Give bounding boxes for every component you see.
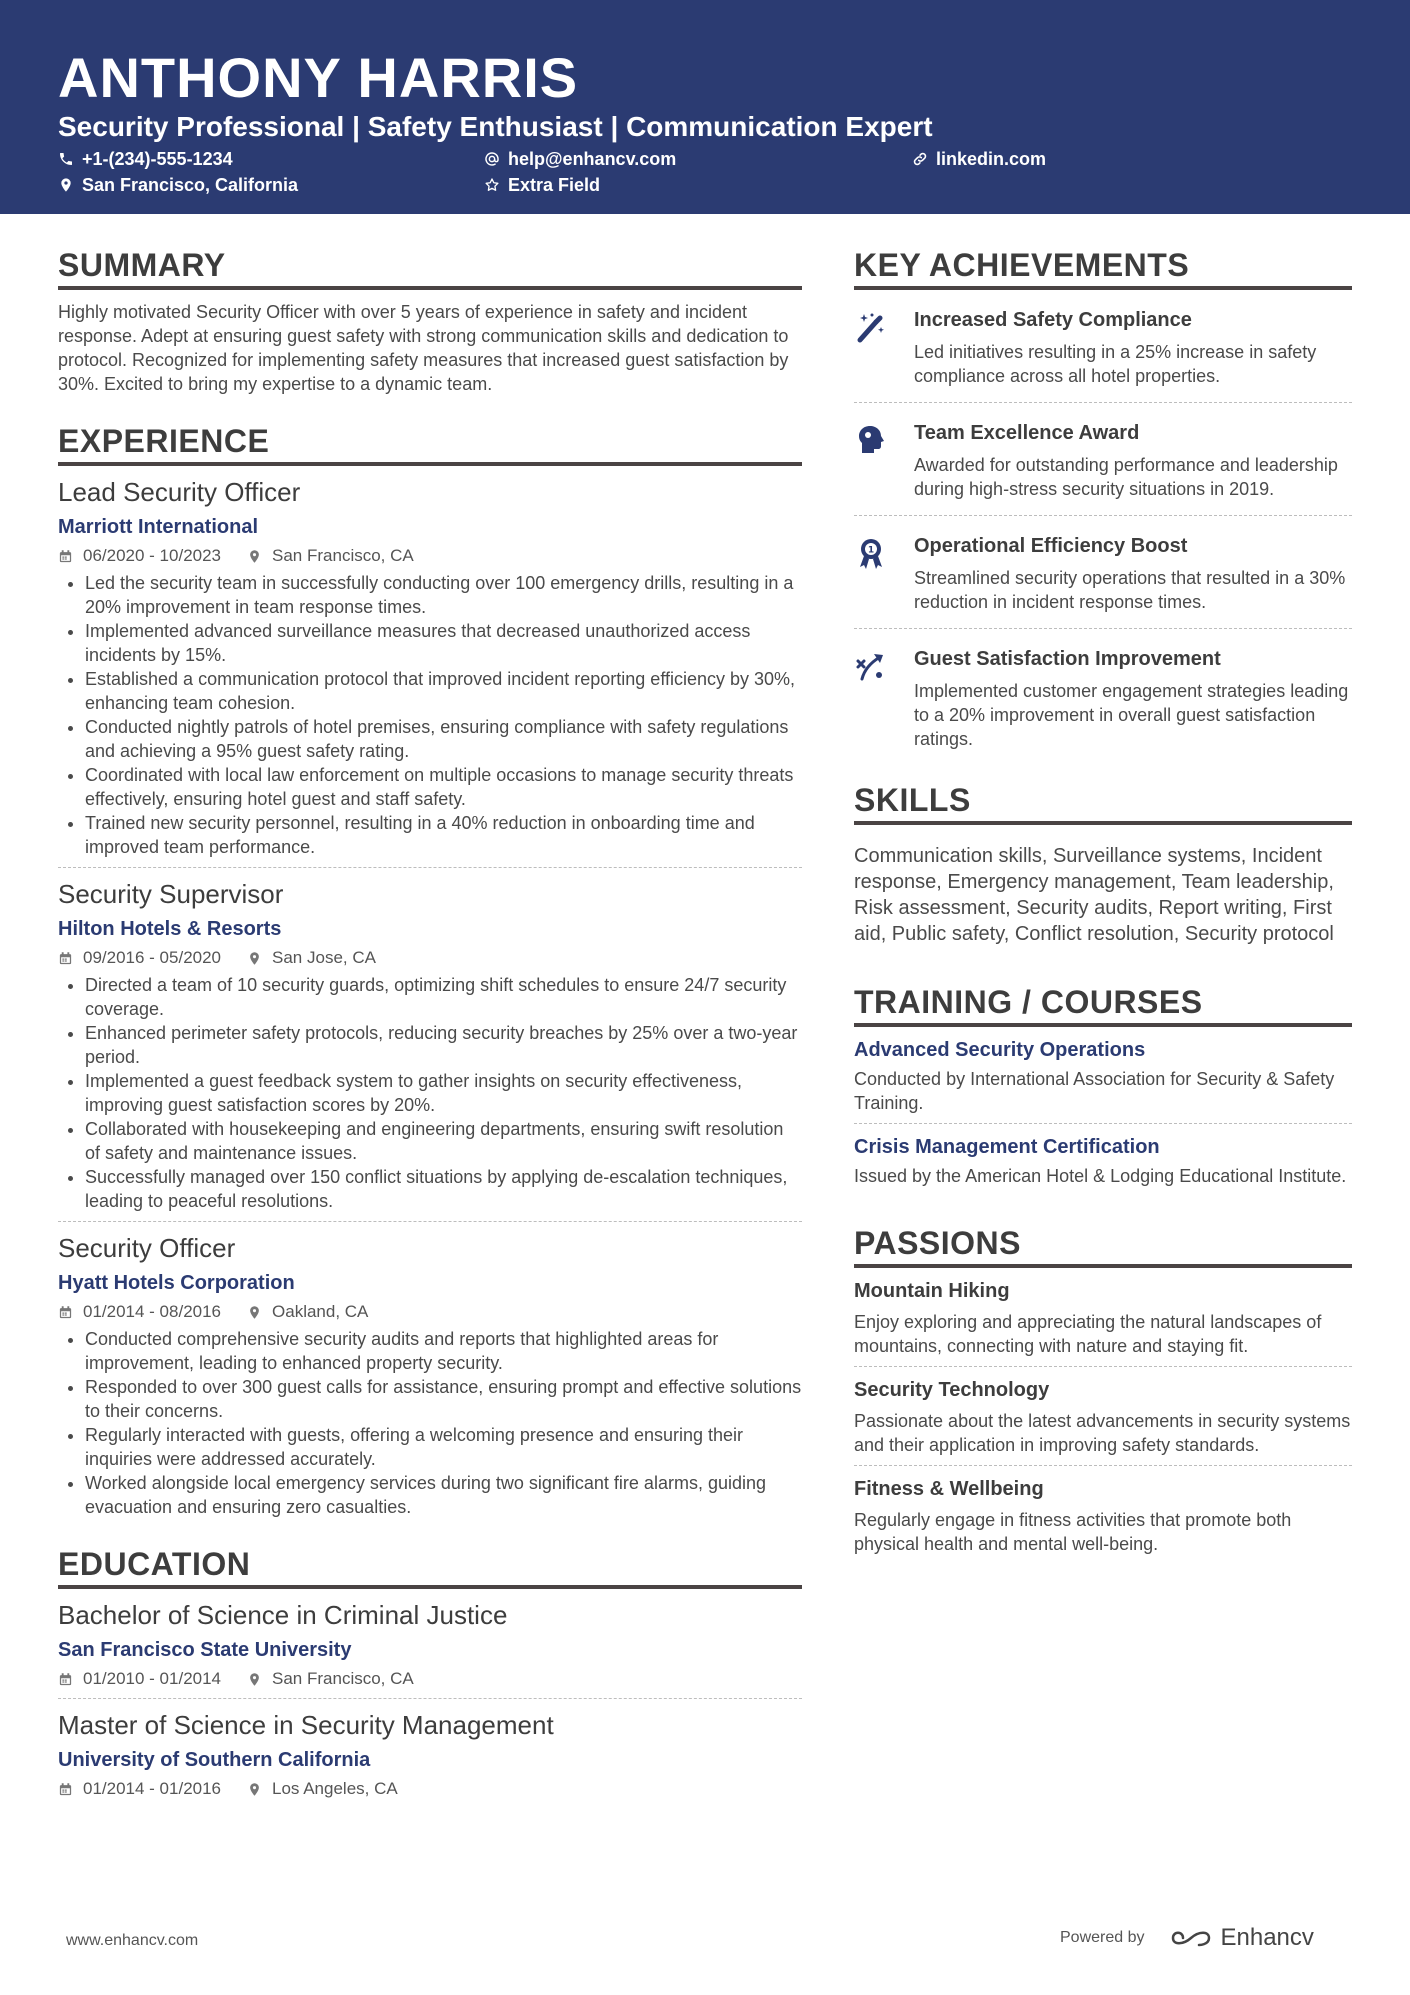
location-pin-icon <box>247 1782 262 1797</box>
course-item <box>854 1134 1352 1188</box>
passion-desc: Enjoy exploring and appreciating the natural landscapes of mountains, connecting with nature and staying fit. <box>854 1312 1322 1356</box>
star-icon <box>484 177 500 193</box>
job-location: San Jose, CA <box>272 948 376 967</box>
job-bullet: • Successfully managed over 150 conflict situations by applying de-escalation techniques, leading to peaceful resolutions. <box>85 1165 802 1213</box>
phone-text: +1-(234)-555-1234 <box>82 149 233 169</box>
at-icon <box>484 151 500 167</box>
achievement-item <box>854 639 1352 757</box>
job-bullet: • Worked alongside local emergency services during two significant fire alarms, guiding evacuation and ensuring zero casualties. <box>85 1471 802 1519</box>
location-text: San Francisco, California <box>82 175 299 195</box>
achievement-item <box>854 526 1352 620</box>
passion-title: Security Technology <box>854 1379 1050 1401</box>
contact-phone <box>58 148 233 170</box>
job-bullet: • Regularly interacted with guests, offering a welcoming presence and ensuring their inquiries were addressed accurately. <box>85 1423 802 1471</box>
school-name: San Francisco State University <box>58 1639 352 1661</box>
phone-icon <box>58 151 74 167</box>
enhancv-logo-icon <box>1169 1927 1213 1949</box>
brand-name: Enhancv <box>1220 1924 1314 1951</box>
job-company: Hilton Hotels & Resorts <box>58 918 282 940</box>
divider <box>854 515 1352 516</box>
training-section <box>854 983 1352 1188</box>
job-bullet: • Directed a team of 10 security guards, optimizing shift schedules to ensure 24/7 security coverage. <box>85 973 802 1021</box>
school-name: University of Southern California <box>58 1749 371 1771</box>
location-pin-icon <box>247 951 262 966</box>
right-column <box>854 246 1352 1556</box>
job-dates: 09/2016 - 05/2020 <box>83 948 222 967</box>
location-pin-icon <box>247 549 262 564</box>
education-location: Los Angeles, CA <box>272 1779 398 1798</box>
job-bullet: • Established a communication protocol that improved incident reporting efficiency by 30%, enhancing team cohesion. <box>85 667 802 715</box>
passion-item <box>854 1278 1352 1358</box>
job-meta <box>58 1301 802 1323</box>
achievements-section <box>854 246 1352 757</box>
course-item <box>854 1037 1352 1115</box>
divider <box>854 1366 1352 1367</box>
job-bullet: • Responded to over 300 guest calls for assistance, ensuring prompt and effective solutions to their concerns. <box>85 1375 802 1423</box>
contact-extra <box>484 174 600 196</box>
location-pin-icon <box>58 177 74 193</box>
candidate-tagline: Security Professional | Safety Enthusiast | Communication Expert <box>58 111 933 142</box>
email-text[interactable]: help@enhancv.com <box>508 149 677 169</box>
achievement-title: Increased Safety Compliance <box>914 309 1192 331</box>
divider <box>58 867 802 868</box>
education-item <box>58 1599 802 1690</box>
education-heading: EDUCATION <box>58 1545 802 1589</box>
divider <box>58 1698 802 1699</box>
education-dates: 01/2010 - 01/2014 <box>83 1669 222 1688</box>
divider <box>58 1221 802 1222</box>
passions-heading: PASSIONS <box>854 1224 1352 1268</box>
enhancv-logo[interactable] <box>1169 1924 1314 1952</box>
powered-by-label: Powered by <box>1060 1929 1145 1946</box>
summary-heading: SUMMARY <box>58 246 802 290</box>
passion-desc: Regularly engage in fitness activities that promote both physical health and mental well-being. <box>854 1510 1292 1554</box>
contact-email[interactable] <box>484 148 676 170</box>
experience-section <box>58 422 802 1519</box>
achievement-item <box>854 413 1352 507</box>
job-bullet: • Led the security team in successfully conducting over 100 emergency drills, resulting in a 20% improvement in team response times. <box>85 571 802 619</box>
job-bullet: • Coordinated with local law enforcement on multiple occasions to manage security threats effectively, ensuring hotel guest and staff safety. <box>85 763 802 811</box>
course-desc: Issued by the American Hotel & Lodging Educational Institute. <box>854 1166 1347 1186</box>
course-title: Advanced Security Operations <box>854 1039 1146 1061</box>
education-meta <box>58 1778 802 1800</box>
degree-title: Master of Science in Security Management <box>58 1710 554 1740</box>
job-bullet: • Conducted nightly patrols of hotel premises, ensuring compliance with safety regulations and achieving a 95% guest safety rating. <box>85 715 802 763</box>
job-bullets <box>58 1327 802 1519</box>
magic-wand-icon <box>854 310 888 344</box>
course-desc: Conducted by International Association for Security & Safety Training. <box>854 1069 1335 1113</box>
job-bullet: • Implemented advanced surveillance measures that decreased unauthorized access incidents by 15%. <box>85 619 802 667</box>
experience-item <box>58 878 802 1213</box>
education-meta <box>58 1668 802 1690</box>
skills-heading: SKILLS <box>854 781 1352 825</box>
link-icon <box>912 151 928 167</box>
experience-heading: EXPERIENCE <box>58 422 802 466</box>
job-company: Marriott International <box>58 516 259 538</box>
achievement-title: Operational Efficiency Boost <box>914 535 1188 557</box>
footer-branding <box>1060 1924 1314 1952</box>
location-pin-icon <box>247 1672 262 1687</box>
svg-text:1: 1 <box>867 545 875 556</box>
degree-title: Bachelor of Science in Criminal Justice <box>58 1600 508 1630</box>
job-bullet: • Implemented a guest feedback system to gather insights on security effectiveness, improving guest satisfaction scores by 20%. <box>85 1069 802 1117</box>
calendar-icon <box>58 1782 73 1797</box>
resume-header <box>0 0 1410 214</box>
candidate-name: ANTHONY HARRIS <box>58 46 579 109</box>
achievement-desc: Led initiatives resulting in a 25% increase in safety compliance across all hotel properties. <box>914 342 1317 386</box>
achievement-item <box>854 300 1352 394</box>
summary-text: Highly motivated Security Officer with over 5 years of experience in safety and incident response. Adept at ensuring guest safety with strong communication skills and dedication to protocol. Recognized for implementing safety measures that increased guest satisfaction by 30%. Excited to bring my expertise to a dynamic team. <box>58 302 789 394</box>
calendar-icon <box>58 1672 73 1687</box>
skills-text: Communication skills, Surveillance systems, Incident response, Emergency management, Team leadership, Risk assessment, Security audits, Report writing, First aid, Public safety, Conflict resolution, Security protocol <box>854 845 1334 945</box>
achievements-heading: KEY ACHIEVEMENTS <box>854 246 1352 290</box>
head-profile-icon <box>854 423 888 457</box>
course-title: Crisis Management Certification <box>854 1136 1160 1158</box>
achievement-title: Team Excellence Award <box>914 422 1140 444</box>
job-meta <box>58 947 802 969</box>
job-bullet: • Trained new security personnel, resulting in a 40% reduction in onboarding time and improved team performance. <box>85 811 802 859</box>
passion-item <box>854 1476 1352 1556</box>
achievement-title: Guest Satisfaction Improvement <box>914 648 1221 670</box>
calendar-icon <box>58 1305 73 1320</box>
experience-item <box>58 1232 802 1519</box>
achievement-desc: Awarded for outstanding performance and leadership during high-stress security situations in 2019. <box>914 455 1338 499</box>
passion-desc: Passionate about the latest advancements in security systems and their application in improving safety standards. <box>854 1411 1351 1455</box>
award-ribbon-icon <box>854 536 888 570</box>
education-location: San Francisco, CA <box>272 1669 414 1688</box>
footer-website[interactable]: www.enhancv.com <box>66 1932 199 1949</box>
achievement-desc: Implemented customer engagement strategies leading to a 20% improvement in overall guest satisfaction ratings. <box>914 681 1349 749</box>
passions-section <box>854 1224 1352 1556</box>
job-company: Hyatt Hotels Corporation <box>58 1272 295 1294</box>
job-role: Security Supervisor <box>58 879 284 909</box>
job-role: Security Officer <box>58 1233 236 1263</box>
contact-location <box>58 174 298 196</box>
job-bullet: • Conducted comprehensive security audits and reports that highlighted areas for improvement, leading to enhanced property security. <box>85 1327 802 1375</box>
job-bullet: • Enhanced perimeter safety protocols, reducing security breaches by 25% over a two-year period. <box>85 1021 802 1069</box>
job-location: Oakland, CA <box>272 1302 369 1321</box>
passion-item <box>854 1377 1352 1457</box>
skills-section <box>854 781 1352 947</box>
divider <box>854 1123 1352 1124</box>
training-heading: TRAINING / COURSES <box>854 983 1352 1027</box>
passion-title: Mountain Hiking <box>854 1280 1010 1302</box>
strategy-arrow-icon <box>854 649 888 683</box>
experience-item <box>58 476 802 859</box>
left-column <box>58 246 802 1800</box>
passion-title: Fitness & Wellbeing <box>854 1478 1044 1500</box>
job-meta <box>58 545 802 567</box>
calendar-icon <box>58 549 73 564</box>
education-section <box>58 1545 802 1800</box>
divider <box>854 1465 1352 1466</box>
job-role: Lead Security Officer <box>58 477 301 507</box>
summary-section <box>58 246 802 396</box>
calendar-icon <box>58 951 73 966</box>
job-bullets <box>58 571 802 859</box>
divider <box>854 628 1352 629</box>
education-item <box>58 1709 802 1800</box>
extra-text: Extra Field <box>508 175 601 195</box>
job-bullet: • Collaborated with housekeeping and engineering departments, ensuring swift resolution of safety and maintenance issues. <box>85 1117 802 1165</box>
job-bullets <box>58 973 802 1213</box>
job-dates: 06/2020 - 10/2023 <box>83 546 222 565</box>
linkedin-text[interactable]: linkedin.com <box>936 149 1047 169</box>
contact-linkedin[interactable] <box>912 148 1046 170</box>
divider <box>854 402 1352 403</box>
location-pin-icon <box>247 1305 262 1320</box>
achievement-desc: Streamlined security operations that resulted in a 30% reduction in incident response times. <box>914 568 1346 612</box>
education-dates: 01/2014 - 01/2016 <box>83 1779 222 1798</box>
job-dates: 01/2014 - 08/2016 <box>83 1302 222 1321</box>
job-location: San Francisco, CA <box>272 546 414 565</box>
